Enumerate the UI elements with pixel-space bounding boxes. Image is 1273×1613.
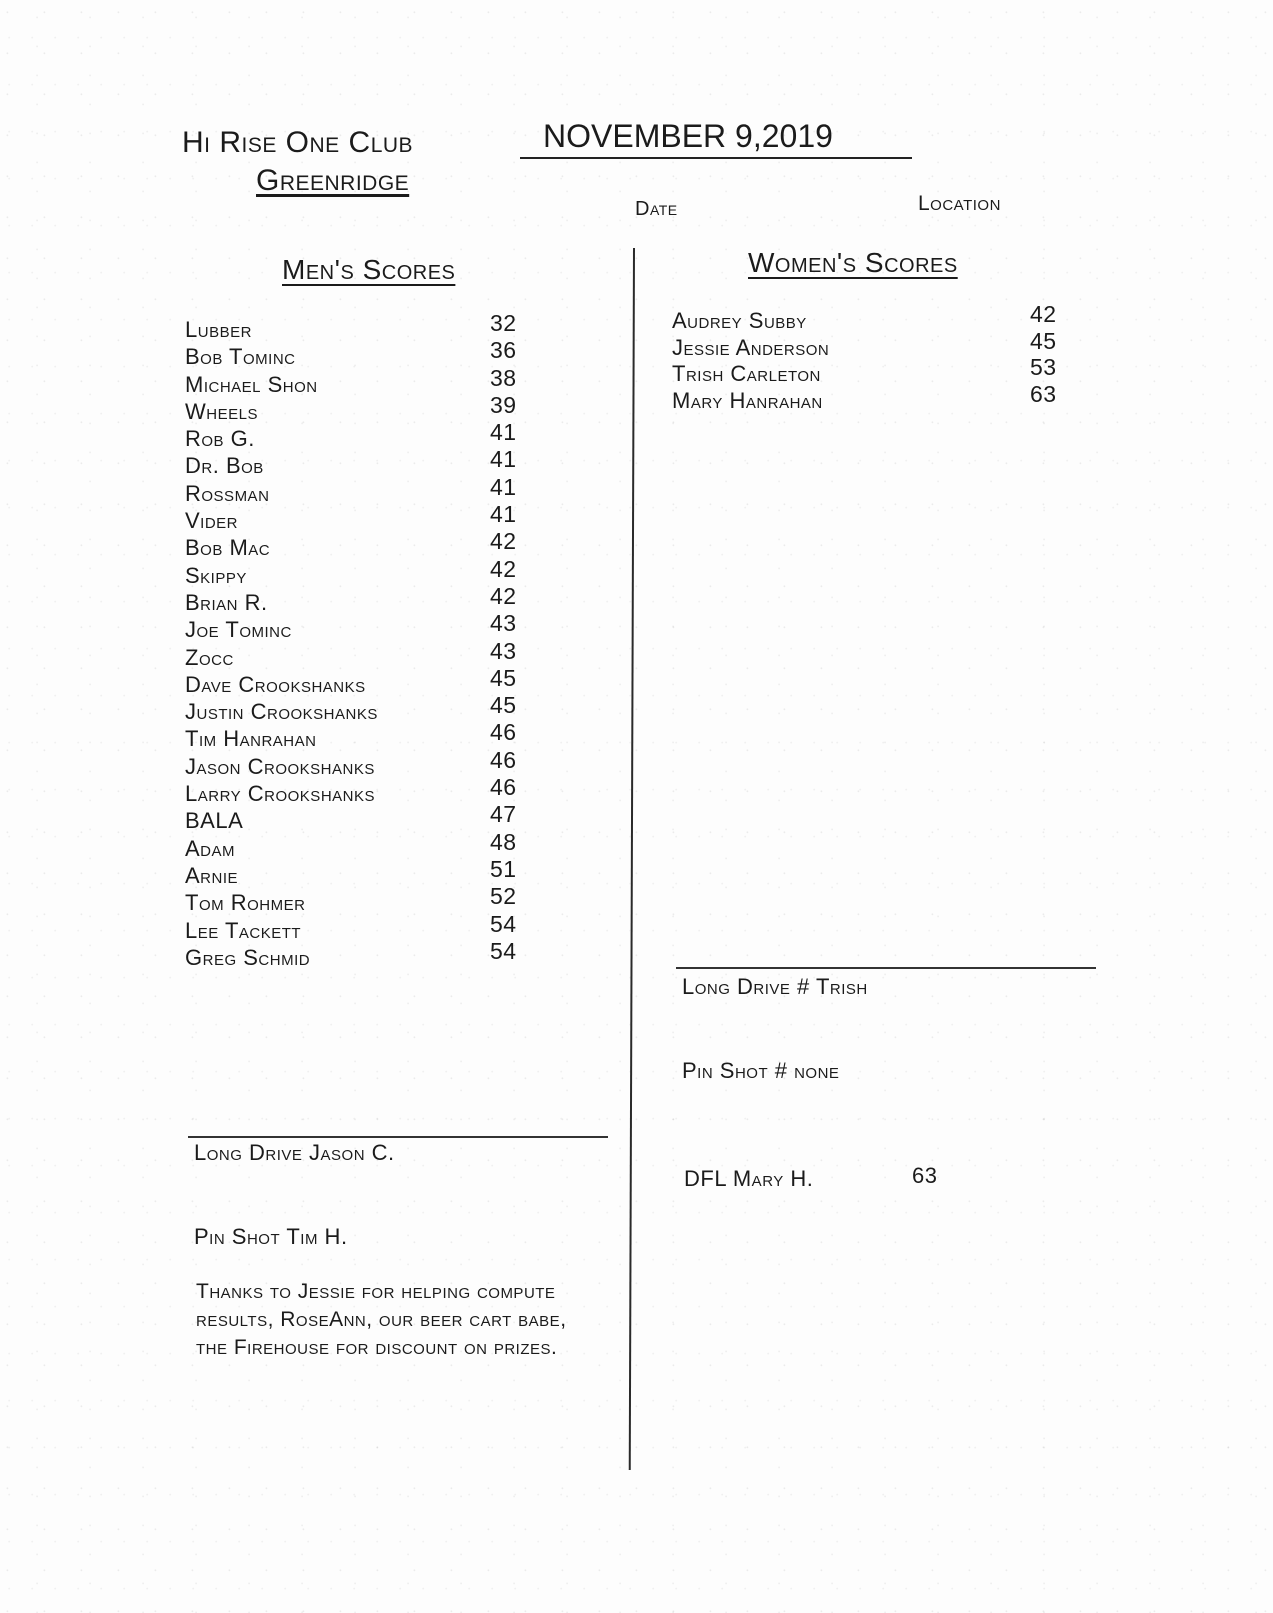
player-name: Justin Crookshanks bbox=[185, 699, 378, 725]
score-row bbox=[672, 381, 1092, 414]
player-score: 63 bbox=[1030, 381, 1057, 408]
player-name: Rossman bbox=[185, 480, 270, 506]
player-name: BALA bbox=[185, 808, 244, 834]
player-score: 51 bbox=[490, 855, 517, 882]
player-name: Skippy bbox=[185, 562, 247, 588]
player-score: 54 bbox=[490, 937, 517, 964]
player-name: Tim Hanrahan bbox=[185, 726, 317, 752]
player-score: 39 bbox=[490, 391, 517, 418]
player-score: 45 bbox=[490, 692, 517, 719]
player-score: 42 bbox=[490, 582, 517, 609]
player-name: Arnie bbox=[185, 862, 239, 888]
player-score: 46 bbox=[490, 746, 517, 773]
player-score: 43 bbox=[490, 637, 517, 664]
player-score: 47 bbox=[490, 801, 517, 828]
womens-divider-line bbox=[676, 967, 1096, 969]
dfl-entry bbox=[684, 1163, 938, 1192]
score-row bbox=[672, 301, 1092, 334]
player-score: 41 bbox=[490, 446, 517, 473]
player-score: 41 bbox=[490, 501, 517, 528]
player-score: 42 bbox=[1030, 301, 1057, 327]
mens-scores-title: Men's Scores bbox=[282, 254, 456, 285]
mens-long-drive: Long Drive Jason C. bbox=[194, 1140, 395, 1165]
score-row bbox=[672, 327, 1092, 361]
womens-pin-shot: Pin Shot # none bbox=[682, 1058, 840, 1083]
player-score: 46 bbox=[490, 719, 517, 746]
player-name: Adam bbox=[185, 835, 236, 861]
player-score: 53 bbox=[1030, 354, 1057, 381]
player-name: Wheels bbox=[185, 398, 258, 424]
player-score: 41 bbox=[490, 419, 517, 446]
womens-scores-title: Women's Scores bbox=[748, 247, 958, 278]
player-name: Trish Carleton bbox=[672, 361, 821, 387]
player-name: Audrey Subby bbox=[672, 308, 807, 333]
player-name: Dave Crookshanks bbox=[185, 671, 366, 697]
dfl-label: DFL Mary H. bbox=[684, 1166, 814, 1191]
player-score: 45 bbox=[1030, 327, 1057, 354]
dfl-score: 63 bbox=[912, 1163, 938, 1188]
player-score: 45 bbox=[490, 664, 517, 691]
player-name: Larry Crookshanks bbox=[185, 781, 375, 807]
mens-divider-line bbox=[188, 1136, 608, 1138]
player-score: 32 bbox=[490, 310, 517, 336]
womens-score-list bbox=[672, 301, 1092, 414]
player-name: Michael Shon bbox=[185, 371, 318, 397]
player-score: 54 bbox=[490, 910, 517, 937]
course-name: Greenridge bbox=[256, 164, 410, 197]
score-row bbox=[672, 354, 1092, 387]
player-name: Jessie Anderson bbox=[672, 334, 830, 360]
location-label: Location bbox=[918, 192, 1001, 215]
player-name: Lee Tackett bbox=[185, 917, 302, 943]
player-score: 38 bbox=[490, 364, 517, 391]
column-divider bbox=[629, 248, 635, 1470]
player-score: 36 bbox=[490, 337, 517, 364]
player-name: Tom Rohmer bbox=[185, 890, 306, 916]
player-name: Vider bbox=[185, 508, 239, 534]
player-name: Zocc bbox=[185, 644, 234, 670]
player-name: Bob Mac bbox=[185, 535, 271, 561]
date-label: Date bbox=[635, 198, 678, 220]
player-score: 42 bbox=[490, 555, 517, 582]
thanks-note: Thanks to Jessie for helping compute results, RoseAnn, our beer cart babe, the Firehouse for discount on prizes. bbox=[196, 1280, 567, 1359]
player-name: Jason Crookshanks bbox=[185, 753, 375, 779]
player-name: Rob G. bbox=[185, 426, 255, 452]
player-score: 46 bbox=[490, 774, 517, 801]
mens-pin-shot: Pin Shot Tim H. bbox=[194, 1224, 348, 1249]
player-score: 43 bbox=[490, 610, 517, 637]
player-score: 52 bbox=[490, 883, 517, 910]
score-row bbox=[185, 937, 565, 971]
mens-score-list bbox=[185, 310, 565, 971]
date-value: NOVEMBER 9,2019 bbox=[543, 118, 833, 154]
player-name: Mary Hanrahan bbox=[672, 388, 823, 414]
date-underline bbox=[520, 157, 912, 159]
player-name: Dr. Bob bbox=[185, 453, 264, 479]
player-name: Greg Schmid bbox=[185, 944, 311, 970]
player-name: Brian R. bbox=[185, 589, 268, 615]
club-name: Hi Rise One Club bbox=[182, 126, 414, 159]
player-name: Joe Tominc bbox=[185, 617, 292, 643]
player-score: 41 bbox=[490, 473, 517, 500]
player-name: Lubber bbox=[185, 317, 252, 342]
player-name: Bob Tominc bbox=[185, 344, 296, 370]
player-score: 48 bbox=[490, 828, 517, 855]
womens-long-drive: Long Drive # Trish bbox=[682, 974, 868, 999]
player-score: 42 bbox=[490, 528, 517, 555]
